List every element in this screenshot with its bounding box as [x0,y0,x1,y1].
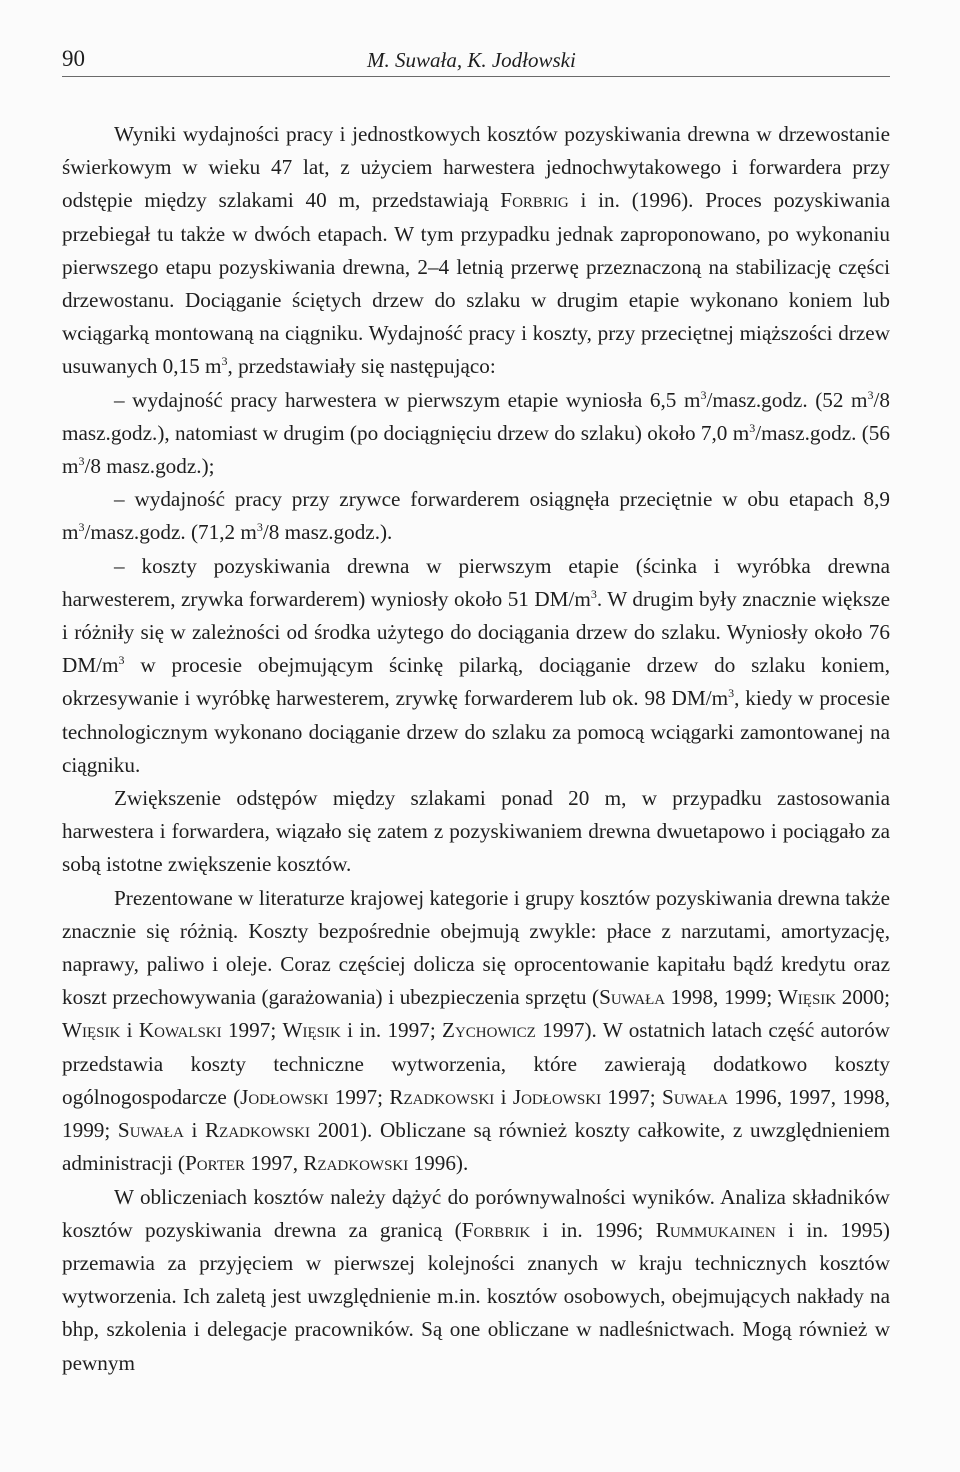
citation-author: Suwała [117,1118,184,1143]
citation-author: Więsik [62,1018,121,1043]
list-item-2 [62,483,890,549]
text-run: – wydajność pracy przy zrywce forwarderem osiągnęła przeciętnie w obu etapach 8,9 m [62,487,890,545]
text-run: – wydajność pracy harwestera w pierwszym etapie wyniosła 6,5 m [114,387,701,412]
citation-author: Rzadkowski [389,1084,495,1109]
citation-author: Więsik [282,1018,341,1043]
citation-author: Forbrig [500,188,569,213]
text-run: i [494,1084,513,1109]
text-run: /8 masz.godz.). [262,520,393,545]
list-item-1 [62,384,890,484]
text-run: /masz.godz. (52 m [706,387,868,412]
text-run: 2001). Obliczane są również koszty całkowite, z uwzględnieniem administracji ( [62,1118,890,1176]
text-run: Prezentowane w literaturze krajowej kategorie i grupy kosztów pozyskiwania drewna także znacznie się różnią. Koszty bezpośrednie obejmują zwykle: płace z narzutami, amortyzację, naprawy, paliwo i oleje. Coraz częściej dolicza się oprocentowanie kapitału bądź kredytu oraz koszt przechowywania (garażowania) i ubezpieczenia sprzętu ( [62,885,890,1010]
body-text [62,118,890,1380]
text-run: 1996, 1997, 1998, 1999; [62,1084,891,1143]
text-run: i in. 1995) przemawia za przyjęciem w pierwszej kolejności znanych w kraju technicznych kosztów wytworzenia. Ich zaletą jest uwzględnienie m.in. kosztów osobowych, obejmujących nakłady na bhp, szkolenia i delegacje pracowników. Są one obliczane w nadleśnictwach. Mogą również w pewnym [62,1217,890,1375]
text-run: 2000; [836,985,891,1010]
text-run: /8 masz.godz.); [84,454,215,479]
list-item-3 [62,550,890,782]
citation-author: Porter [184,1151,246,1176]
superscript: 3 [78,520,85,535]
superscript: 3 [867,387,874,402]
text-run: 1997; [601,1084,663,1109]
citation-author: Jodłowski [240,1084,329,1109]
text-run: 1997; [328,1084,390,1109]
text-run: 1997, [245,1151,304,1176]
text-run: 1997; [221,1018,283,1043]
text-run: 1996). [408,1151,469,1176]
superscript: 3 [78,453,85,468]
text-run: , kiedy w procesie technologicznym wykonano dociąganie drzew do szlaku za pomocą wciągarki zamontowanej na ciągniku. [62,686,890,777]
paragraph-1 [62,118,890,384]
text-run: – koszty pozyskiwania drewna w pierwszym etapie (ścinka i wyróbka drewna harwesterem, zrywka forwarderem) wyniosły około 51 DM/m [62,553,890,611]
citation-author: Kowalski [138,1018,222,1043]
text-run: , przedstawiały się następująco: [227,354,496,379]
citation-author: Suwała [599,985,666,1010]
text-run: w procesie obejmującym ścinkę pilarką, dociąganie drzew do szlaku koniem, okrzesywanie i wyróbkę harwesterem, zrywkę forwarderem lub ok. 98 DM/m [62,653,890,711]
superscript: 3 [728,686,735,701]
paragraph-3 [62,882,890,1181]
superscript: 3 [221,354,228,369]
text-run: /masz.godz. (71,2 m [84,520,257,545]
superscript: 3 [700,387,707,402]
text-run: i in. 1997; [340,1018,443,1043]
text-run: i in. 1996; [530,1217,656,1242]
page-header [62,38,890,77]
superscript: 3 [749,420,756,435]
citation-author: Forbrik [461,1217,531,1242]
text-run: 1997). W ostatnich latach część autorów przedstawia koszty techniczne wytworzenia, które zawierają dodatkowo koszty ogólnogospodarcze ( [62,1018,890,1109]
citation-author: Jodłowski [512,1084,602,1109]
text-run: i in. (1996). Proces pozyskiwania przebiegał tu także w dwóch etapach. W tym przypadku jednak zaproponowano, po wykonaniu pierwszego etapu pozyskiwania drewna, 2–4 letnią przerwę przeznaczoną na stabilizację części drzewostanu. Dociąganie ściętych drzew do szlaku w drugim etapie wykonano koniem lub wciągarką montowaną na ciągniku. Wydajność pracy i koszty, przy przeciętnej miąższości drzew usuwanych 0,15 m [62,188,890,379]
text-run: /masz.godz. (56 m [62,420,890,479]
superscript: 3 [590,586,597,601]
text-run: Wyniki wydajności pracy i jednostkowych kosztów pozyskiwania drewna w drzewostanie świerkowym w wieku 47 lat, z użyciem harwestera jednochwytakowego i forwardera przy odstępie między szlakami 40 m, przedstawiają [62,122,890,213]
superscript: 3 [256,520,263,535]
running-title: M. Suwała, K. Jodłowski [367,48,576,72]
citation-author: Rzadkowski [205,1118,310,1143]
paragraph-2: Zwiększenie odstępów między szlakami ponad 20 m, w przypadku zastosowania harwestera i forwardera, wiązało się zatem z pozyskiwaniem drewna dwuetapowo i pociągało za sobą istotne zwiększenie kosztów. [62,786,890,877]
text-run: i [183,1118,206,1143]
page-number: 90 [62,46,85,71]
paragraph-4 [62,1181,890,1380]
text-run: /8 masz.godz.), natomiast w drugim (po dociągnięciu drzew do szlaku) około 7,0 m [62,387,890,445]
text-run: . W drugim były znacznie większe i różniły się w zależności od środka użytego do dociągania drzew do szlaku. Wyniosły około 76 DM/m [62,586,891,678]
text-run: i [120,1018,139,1043]
citation-author: Rummukainen [655,1217,776,1242]
superscript: 3 [118,653,125,668]
citation-author: Suwała [662,1084,728,1109]
text-run: W obliczeniach kosztów należy dążyć do porównywalności wyników. Analiza składników kosztów pozyskiwania drewna za granicą ( [62,1184,890,1242]
citation-author: Zychowicz [442,1018,536,1043]
citation-author: Rzadkowski [303,1151,409,1176]
citation-author: Więsik [777,985,837,1010]
text-run: 1998, 1999; [665,985,778,1010]
